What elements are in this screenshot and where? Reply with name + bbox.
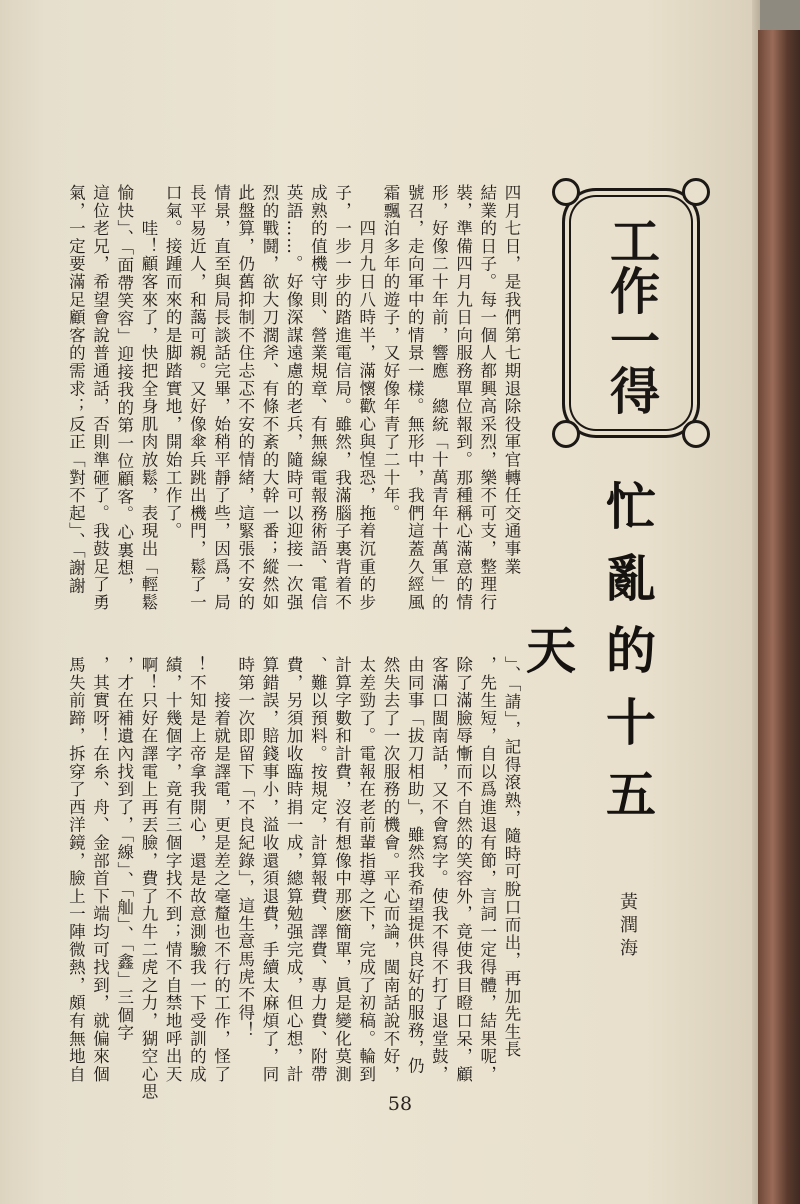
frame-corner-ornament [682, 178, 710, 206]
frame-corner-ornament [552, 178, 580, 206]
article-body-upper: 四月七日，是我們第七期退除役軍官轉任交通事業 結業的日子。每一個人都興高采烈，樂不可支，整理行 裝，準備四月九日向服務單位報到。那種稱心滿意的情 形，好像二十年前，響應 總統「十萬青年十萬軍」的 號召，走向軍中的情景一樣。無形中，我們這蓋久經風 霜飄泊多年的遊子，又好像年青了二十年。 四月九日八時半，滿懷歡心與惶恐，拖着沉重的步 子，一步一步的踏進電信局。雖然，我滿腦子裏背着不 成熟的值機守則、營業規章、有無線電報務術語、電信 英語……。好像深謀遠慮的老兵，隨時可以迎接一次强 烈的戰鬪，欲大刀濶斧、有條不紊的大幹一番；縱然如 此盤算，仍舊抑制不住忐忑不安的情緒，這緊張不安的 情景，直至與局長談話完畢，始稍平靜了些，因爲，局 長平易近人，和藹可親。又好像傘兵跳出機門，鬆了一 口氣。接踵而來的是脚踏實地，開始工作了。 哇！顧客來了，快把全身肌肉放鬆，表現出「輕鬆 愉快」、「面帶笑容」迎接我的第一位顧客。心裏想， 這位老兄，希望會說普通話，否則準砸了。我鼓足了勇 氣，一定要滿足顧客的需求；反正「對不起」、「謝謝 [66, 184, 521, 612]
book-binding [758, 30, 800, 1204]
article-body-lower: 」、「請」，記得滾熟，隨時可脫口而出，再加先生長 ，先生短，自以爲進退有節，言詞一定得體，結果呢， 除了滿臉辱慚而不自然的笑容外，竟使我目瞪口呆，顧 客滿口閩南話，又不會寫字。使我不得不打了退堂鼓， 由同事「拔刀相助」，雖然我希望提供良好的服務，仍 然失去了一次服務的機會。平心而論，閩南話說不好， 太差勁了。電報在老前輩指導之下，完成了初稿。輪到 計算字數和計費，沒有想像中那麽簡單，眞是變化莫測 、難以預料。按規定，計算報費、譯費、專力費、附帶 費，另須加收臨時捐一成，總算勉强完成，但心想，計 算錯誤，賠錢事小，溢收還須退費，手續太麻煩了，同 時第一次即留下「不良紀錄」，這生意馬虎不得！ 接着就是譯電，更是差之毫釐也不行的工作，怪了 ！不知是上帝拿我開心，還是故意測驗我一下受訓的成 績，十幾個字，竟有三個字找不到；情不自禁地呼出天 啊！只好在譯電上再丟臉，費了九牛二虎之力，猢空心思 ，才在補遺內找到了，「線」、「舢」、「鑫」三個字 ，其實呀！在糸、舟、金部首下端均可找到，就偏來個 馬失前蹄，拆穿了西洋鏡，臉上一陣微熱，頗有無地自 [66, 656, 521, 1101]
section-title-frame [562, 188, 700, 438]
page-number: 58 [387, 1093, 413, 1115]
author-name: 黃潤海 [617, 892, 638, 961]
section-title: 工作一得 [602, 215, 660, 415]
article-headline: 忙亂的十五天 [518, 480, 656, 840]
